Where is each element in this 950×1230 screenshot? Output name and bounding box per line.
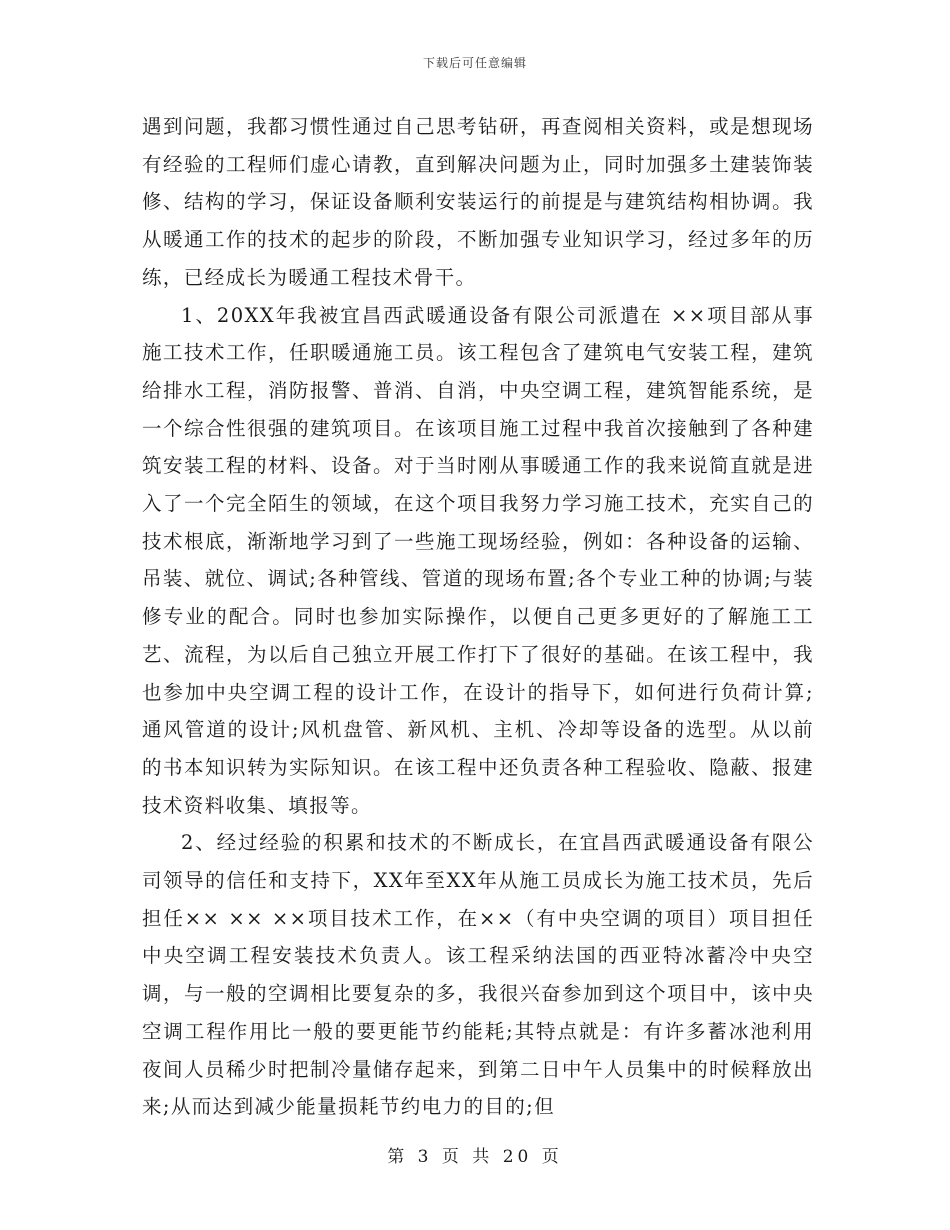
paragraph-2: 1、20XX年我被宜昌西武暖通设备有限公司派遣在 ××项目部从事施工技术工作，任职暖通施工员。该工程包含了建筑电气安装工程，建筑给排水工程，消防报警、普消、自消，中央空调工程，建筑智能系统，是一个综合性很强的建筑项目。在该项目施工过程中我首次接触到了各种建筑安装工程的材料、设备。对于当时刚从事暖通工作的我来说简直就是进入了一个完全陌生的领域，在这个项目我努力学习施工技术，充实自己的技术根底，渐渐地学习到了一些施工现场经验，例如：各种设备的运输、吊装、就位、调试;各种管线、管道的现场布置;各个专业工种的协调;与装修专业的配合。同时也参加实际操作，以便自己更多更好的了解施工工艺、流程，为以后自己独立开展工作打下了很好的基础。在该工程中，我也参加中央空调工程的设计工作，在设计的指导下，如何进行负荷计算;通风管道的设计;风机盘管、新风机、主机、冷却等设备的选型。从以前的书本知识转为实际知识。在该工程中还负责各种工程验收、隐蔽、报建技术资料收集、填报等。 bbox=[142, 303, 814, 817]
paragraph-1: 遇到问题，我都习惯性通过自己思考钻研，再查阅相关资料，或是想现场有经验的工程师们虚心请教，直到解决问题为止，同时加强多土建装饰装修、结构的学习，保证设备顺利安装运行的前提是与建筑结构相协调。我从暖通工作的技术的起步的阶段，不断加强专业知识学习，经过多年的历练，已经成长为暖通工程技术骨干。 bbox=[142, 115, 814, 289]
page-header: 下载后可任意编辑 bbox=[422, 56, 527, 70]
document-body bbox=[142, 108, 814, 1126]
paragraph-3: 2、经过经验的积累和技术的不断成长，在宜昌西武暖通设备有限公司领导的信任和支持下，XX年至XX年从施工员成长为施工技术员，先后担任×× ×× ××项目技术工作，在××（有中央空调的项目）项目担任中央空调工程安装技术负责人。该工程采纳法国的西亚特冰蓄冷中央空调，与一般的空调相比要复杂的多，我很兴奋参加到这个项目中，该中央空调工程作用比一般的要更能节约能耗;其特点就是：有许多蓄冰池利用夜间人员稀少时把制冷量储存起来，到第二日中午人员集中的时候释放出来;从而达到减少能量损耗节约电力的目的;但 bbox=[142, 831, 814, 1119]
page-number-footer: 第 3 页 共 20 页 bbox=[387, 1147, 563, 1167]
